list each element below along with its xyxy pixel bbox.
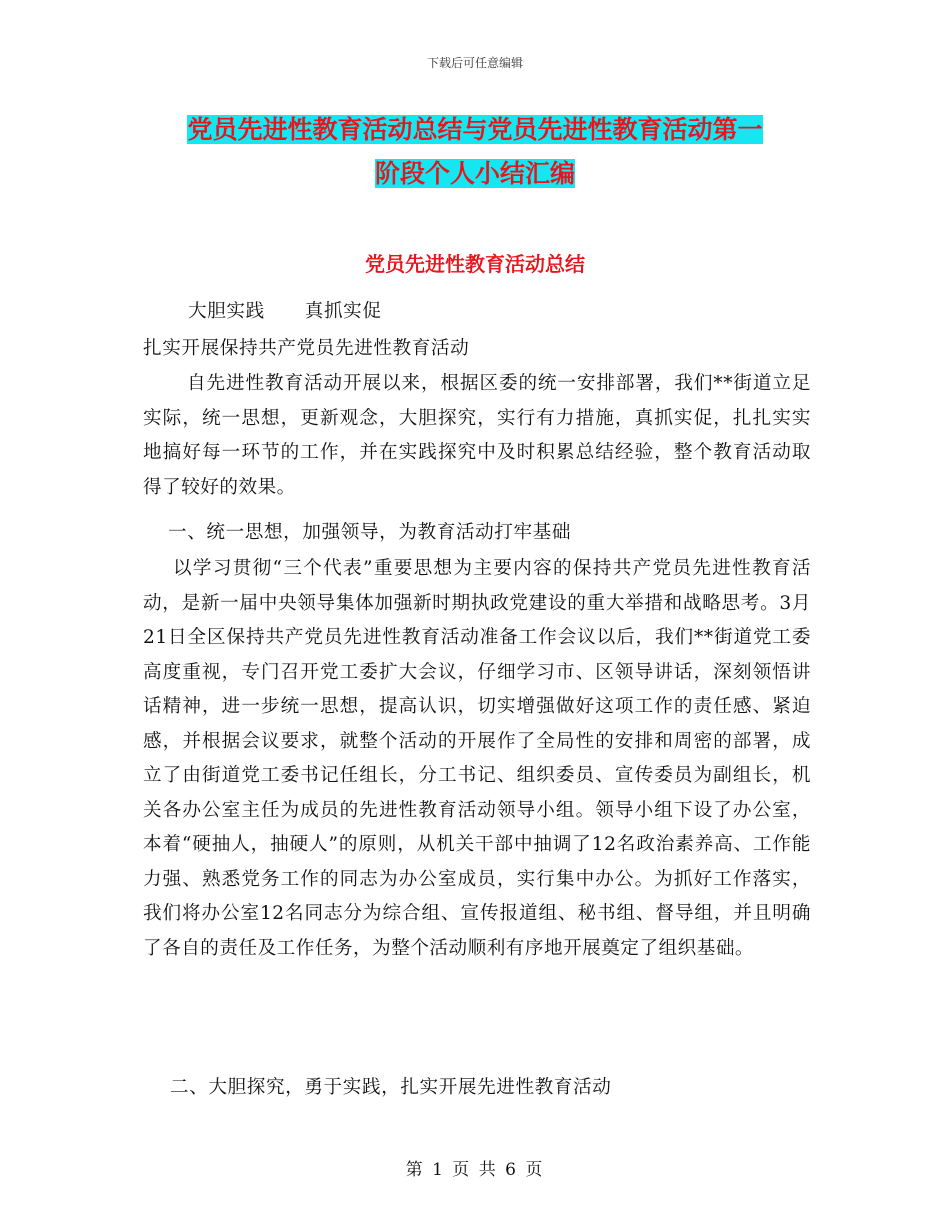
subtitle-part-a: 大胆实践 xyxy=(188,301,265,322)
heading-1: 一、统一思想，加强领导，为教育活动打牢基础 xyxy=(168,522,572,543)
heading-2: 二、大胆探究，勇于实践，扎实开展先进性教育活动 xyxy=(170,1077,612,1098)
subtitle-line-2: 扎实开展保持共产党员先进性教育活动 xyxy=(143,338,470,359)
subtitle-line xyxy=(188,297,382,323)
document-title xyxy=(140,108,810,196)
page-footer: 第 1 页 共 6 页 xyxy=(405,1160,545,1180)
document-title-line2: 阶段个人小结汇编 xyxy=(374,159,575,188)
subtitle-part-b: 真抓实促 xyxy=(304,301,382,322)
document-title-line1: 党员先进性教育活动总结与党员先进性教育活动第一 xyxy=(187,115,763,144)
paragraph-2: 以学习贯彻“三个代表”重要思想为主要内容的保持共产党员先进性教育活动，是新一届中央领导集体加强新时期执政党建设的重大举措和战略思考。3月21日全区保持共产党员先进性教育活动准备工作会议以后，我们**街道党工委高度重视，专门召开党工委扩大会议，仔细学习市、区领导讲话，深刻领悟讲话精神，进一步统一思想，提高认识，切实增强做好这项工作的责任感、紧迫感，并根据会议要求，就整个活动的开展作了全局性的安排和周密的部署，成立了由街道党工委书记任组长，分工书记、组织委员、宣传委员为副组长，机关各办公室主任为成员的先进性教育活动领导小组。领导小组下设了办公室，本着“硬抽人，抽硬人”的原则，从机关干部中抽调了12名政治素养高、工作能力强、熟悉党务工作的同志为办公室成员，实行集中办公。为抓好工作落实，我们将办公室12名同志分为综合组、宣传报道组、秘书组、督导组，并且明确了各自的责任及工作任务，为整个活动顺利有序地开展奠定了组织基础。 xyxy=(143,558,811,959)
paragraph-1: 自先进性教育活动开展以来，根据区委的统一安排部署，我们**街道立足实际，统一思想，更新观念，大胆探究，实行有力措施，真抓实促，扎扎实实地搞好每一环节的工作，并在实践探究中及时积累总结经验，整个教育活动取得了较好的效果。 xyxy=(143,373,811,498)
header-note: 下载后可任意编辑 xyxy=(426,56,523,70)
section-title: 党员先进性教育活动总结 xyxy=(365,252,585,276)
